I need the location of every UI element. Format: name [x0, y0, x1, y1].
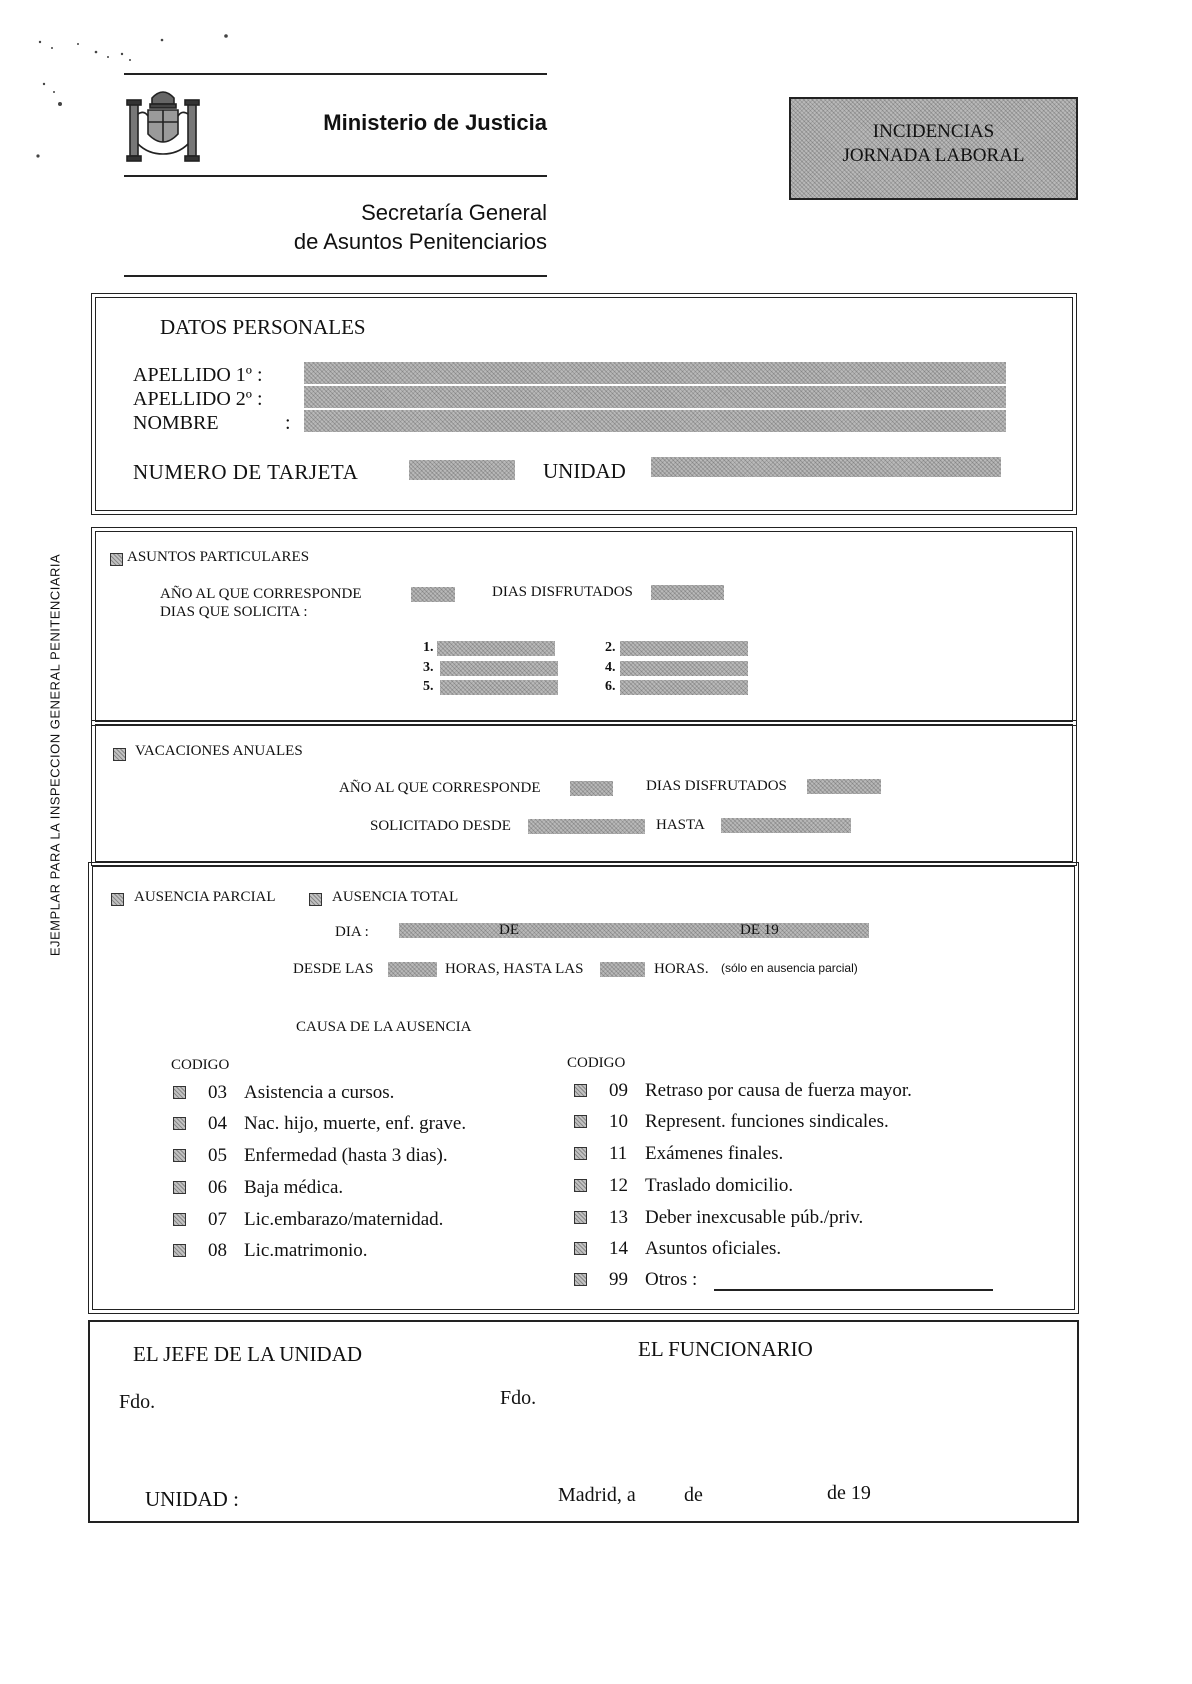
tarjeta-label: NUMERO DE TARJETA	[133, 460, 359, 484]
codigo-label-right: CODIGO	[567, 1055, 626, 1071]
ministry-name: Ministerio de Justicia	[323, 110, 547, 135]
codigo-label-left: CODIGO	[171, 1057, 230, 1073]
cause-text: Baja médica.	[244, 1177, 344, 1198]
cause-text: Asuntos oficiales.	[645, 1238, 782, 1259]
header-rule-middle	[124, 175, 547, 177]
cause-text: Lic.matrimonio.	[244, 1240, 368, 1261]
apellido2-field[interactable]	[304, 386, 1006, 408]
cause-checkbox[interactable]	[574, 1211, 587, 1224]
cause-code: 14	[609, 1238, 628, 1259]
madrid-de19-label: de 19	[827, 1482, 871, 1504]
asuntos-dias-disfrutados-label: DIAS DISFRUTADOS	[492, 584, 633, 600]
signature-section	[88, 1320, 1079, 1523]
coat-of-arms-icon	[124, 84, 202, 166]
fdo-left-label: Fdo.	[119, 1391, 156, 1413]
asuntos-slot-label: 4.	[605, 660, 616, 675]
asuntos-slot-field[interactable]	[440, 661, 558, 676]
vacaciones-section	[95, 724, 1073, 862]
vacaciones-hasta-field[interactable]	[721, 818, 851, 833]
cause-code: 10	[609, 1111, 628, 1132]
asuntos-dias-disfrutados-field[interactable]	[651, 585, 724, 600]
cause-checkbox[interactable]	[574, 1115, 587, 1128]
cause-text: Lic.embarazo/maternidad.	[244, 1209, 444, 1230]
cause-code: 05	[208, 1145, 227, 1166]
cause-checkbox[interactable]	[173, 1213, 186, 1226]
cause-code: 03	[208, 1082, 227, 1103]
vacaciones-solicitado-label: SOLICITADO DESDE	[370, 818, 511, 834]
cause-checkbox[interactable]	[173, 1181, 186, 1194]
otros-line-field[interactable]	[714, 1289, 993, 1291]
parcial-note: (sólo en ausencia parcial)	[721, 961, 858, 975]
horas-label: HORAS.	[654, 961, 709, 977]
secretariat-line2: de Asuntos Penitenciarios	[293, 229, 547, 254]
ausencia-total-label: AUSENCIA TOTAL	[332, 889, 459, 905]
horas-hasta-label: HORAS, HASTA LAS	[445, 961, 584, 977]
header-rule-bottom	[124, 275, 547, 277]
cause-text: Otros :	[645, 1269, 698, 1290]
asuntos-slot-field[interactable]	[440, 680, 558, 695]
form-title-line1: INCIDENCIAS	[872, 121, 995, 142]
cause-text: Represent. funciones sindicales.	[645, 1111, 889, 1132]
asuntos-slot-label: 5.	[423, 679, 434, 694]
dia-label: DIA :	[335, 924, 369, 940]
asuntos-slot-label: 1.	[423, 640, 434, 655]
asuntos-slot-field[interactable]	[620, 641, 748, 656]
vacaciones-checkbox[interactable]	[113, 748, 126, 761]
cause-code: 06	[208, 1177, 227, 1198]
cause-code: 12	[609, 1175, 628, 1196]
hasta-las-field[interactable]	[600, 962, 645, 977]
form-title-line2: JORNADA LABORAL	[842, 145, 1025, 166]
asuntos-anio-field[interactable]	[411, 587, 455, 602]
nombre-label: NOMBRE	[133, 412, 219, 434]
unidad-label: UNIDAD	[543, 459, 626, 483]
asuntos-slot-field[interactable]	[437, 641, 555, 656]
madrid-label: Madrid, a	[558, 1484, 636, 1506]
causa-label: CAUSA DE LA AUSENCIA	[296, 1019, 472, 1035]
vacaciones-anio-label: AÑO AL QUE CORRESPONDE	[339, 780, 541, 796]
tarjeta-field[interactable]	[409, 460, 515, 480]
apellido1-field[interactable]	[304, 362, 1006, 384]
cause-checkbox[interactable]	[173, 1149, 186, 1162]
apellido2-label: APELLIDO 2º :	[133, 388, 263, 410]
vacaciones-hasta-label: HASTA	[656, 817, 705, 833]
desde-las-field[interactable]	[388, 962, 437, 977]
ausencia-parcial-label: AUSENCIA PARCIAL	[134, 889, 276, 905]
form-title-box	[789, 97, 1078, 200]
asuntos-slot-field[interactable]	[620, 680, 748, 695]
cause-code: 99	[609, 1269, 628, 1290]
asuntos-dias-solicita-label: DIAS QUE SOLICITA :	[160, 604, 308, 620]
side-copy-label: EJEMPLAR PARA LA INSPECCION GENERAL PENITENCIARIA	[47, 553, 63, 957]
asuntos-heading: ASUNTOS PARTICULARES	[127, 549, 310, 565]
cause-code: 08	[208, 1240, 227, 1261]
cause-checkbox[interactable]	[173, 1117, 186, 1130]
dia-de19-label: DE 19	[740, 922, 779, 938]
desde-las-label: DESDE LAS	[293, 961, 374, 977]
cause-text: Deber inexcusable púb./priv.	[645, 1207, 864, 1228]
cause-text: Exámenes finales.	[645, 1143, 784, 1164]
cause-checkbox[interactable]	[574, 1179, 587, 1192]
fdo-right-label: Fdo.	[500, 1387, 537, 1409]
cause-text: Traslado domicilio.	[645, 1175, 794, 1196]
asuntos-slot-field[interactable]	[620, 661, 748, 676]
cause-checkbox[interactable]	[574, 1084, 587, 1097]
unidad-field[interactable]	[651, 457, 1001, 477]
cause-code: 07	[208, 1209, 227, 1230]
asuntos-checkbox[interactable]	[110, 553, 123, 566]
cause-checkbox[interactable]	[173, 1086, 186, 1099]
cause-text: Asistencia a cursos.	[244, 1082, 395, 1103]
header-rule-top	[124, 73, 547, 75]
cause-text: Retraso por causa de fuerza mayor.	[645, 1080, 912, 1101]
secretariat-line1: Secretaría General	[361, 200, 547, 225]
cause-code: 04	[208, 1113, 227, 1134]
vacaciones-heading: VACACIONES ANUALES	[135, 743, 303, 759]
vacaciones-desde-field[interactable]	[528, 819, 645, 834]
asuntos-slot-label: 2.	[605, 640, 616, 655]
nombre-field[interactable]	[304, 410, 1006, 432]
cause-code: 11	[609, 1143, 628, 1164]
nombre-colon: :	[285, 412, 291, 434]
cause-text: Nac. hijo, muerte, enf. grave.	[244, 1113, 467, 1134]
cause-code: 13	[609, 1207, 628, 1228]
asuntos-anio-label: AÑO AL QUE CORRESPONDE	[160, 586, 362, 602]
cause-code: 09	[609, 1080, 628, 1101]
vacaciones-anio-field[interactable]	[570, 781, 613, 796]
jefe-label: EL JEFE DE LA UNIDAD	[133, 1342, 363, 1366]
cause-text: Enfermedad (hasta 3 dias).	[244, 1145, 448, 1166]
ausencia-total-checkbox[interactable]	[309, 893, 322, 906]
asuntos-section	[95, 531, 1073, 722]
unidad-sign-label: UNIDAD :	[145, 1487, 239, 1511]
dia-field[interactable]	[399, 923, 869, 938]
cause-checkbox[interactable]	[574, 1273, 587, 1286]
madrid-de-label: de	[684, 1484, 703, 1506]
vacaciones-dias-disfrutados-label: DIAS DISFRUTADOS	[646, 778, 787, 794]
funcionario-label: EL FUNCIONARIO	[638, 1337, 813, 1361]
apellido1-label: APELLIDO 1º :	[133, 364, 263, 386]
cause-checkbox[interactable]	[574, 1242, 587, 1255]
cause-checkbox[interactable]	[574, 1147, 587, 1160]
vacaciones-dias-disfrutados-field[interactable]	[807, 779, 881, 794]
ausencia-parcial-checkbox[interactable]	[111, 893, 124, 906]
asuntos-slot-label: 6.	[605, 679, 616, 694]
personal-data-section	[95, 297, 1073, 511]
personal-heading: DATOS PERSONALES	[160, 315, 366, 339]
asuntos-slot-label: 3.	[423, 660, 434, 675]
ausencia-section	[92, 866, 1075, 1310]
dia-de-label: DE	[499, 922, 519, 938]
cause-checkbox[interactable]	[173, 1244, 186, 1257]
